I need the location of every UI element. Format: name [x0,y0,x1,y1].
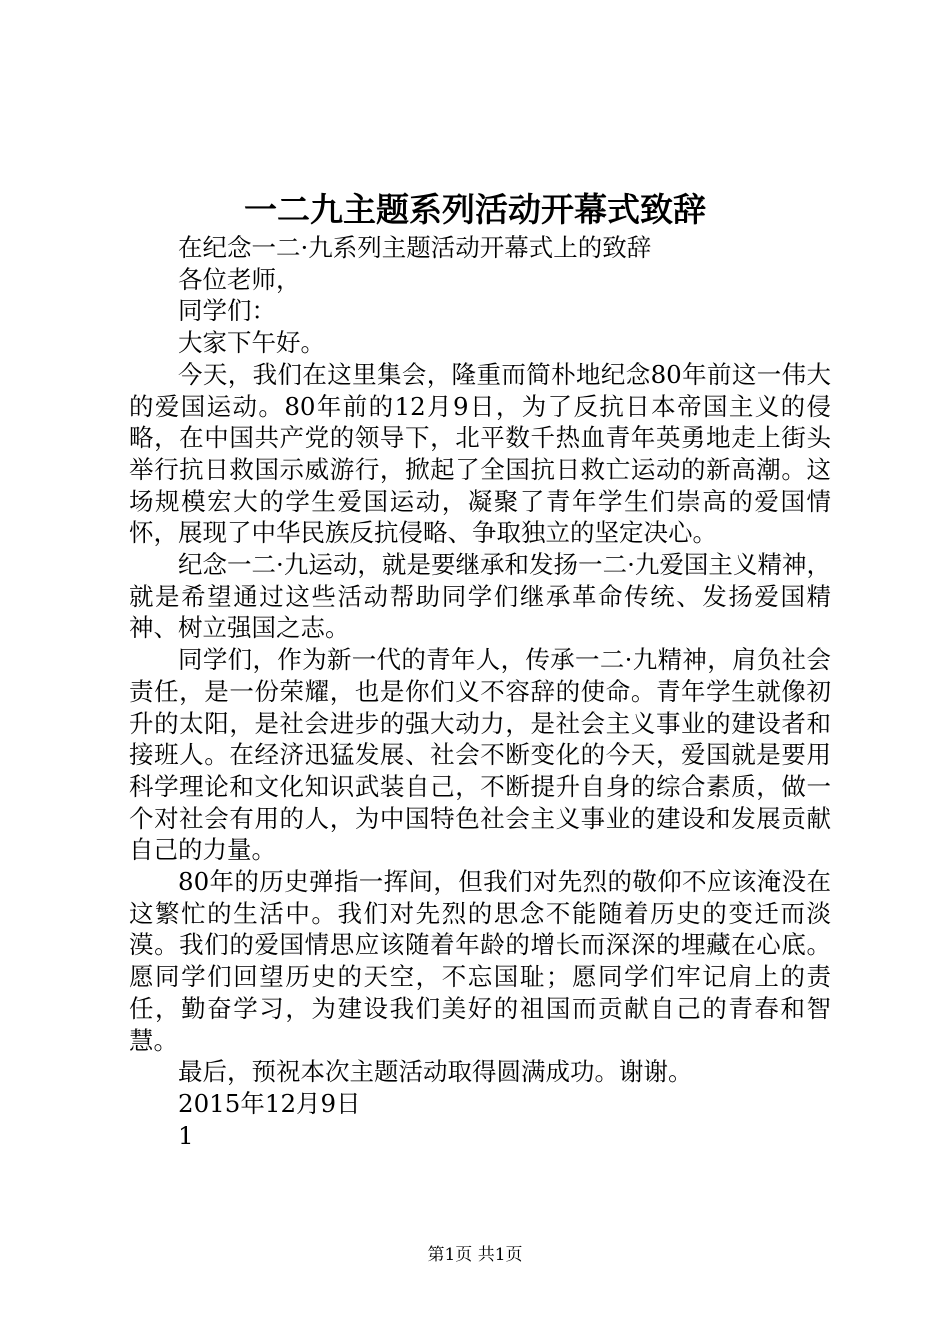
body-paragraph: 纪念一二·九运动，就是要继承和发扬一二·九爱国主义精神，就是希望通过这些活动帮助同学们继承革命传统、发扬爱国精神、树立强国之志。 [129,550,831,643]
salutation-students: 同学们： [178,296,276,326]
document-body [129,232,831,1151]
trailing-number: 1 [178,1120,194,1150]
body-paragraph: 80年的历史弹指一挥间，但我们对先烈的敬仰不应该淹没在这繁忙的生活中。我们对先烈的思念不能随着历史的变迁而淡漠。我们的爱国情思应该随着年龄的增长而深深的埋藏在心底。愿同学们回望历史的天空，不忘国耻；愿同学们牢记肩上的责任，勤奋学习，为建设我们美好的祖国而贡献自己的青春和智慧。 [129,867,831,1055]
speech-date: 2015年12月9日 [178,1088,361,1118]
greeting: 大家下午好。 [178,328,325,358]
page-number-footer: 第1页 共1页 [427,1245,523,1265]
document-title: 一二九主题系列活动开幕式致辞 [244,190,706,229]
closing-remark: 最后，预祝本次主题活动取得圆满成功。谢谢。 [178,1057,693,1087]
body-paragraph: 今天，我们在这里集会，隆重而简朴地纪念80年前这一伟大的爱国运动。80年前的12月9日，为了反抗日本帝国主义的侵略，在中国共产党的领导下，北平数千热血青年英勇地走上街头举行抗日救国示威游行，掀起了全国抗日救亡运动的新高潮。这场规模宏大的学生爱国运动，凝聚了青年学生们崇高的爱国情怀，展现了中华民族反抗侵略、争取独立的坚定决心。 [129,359,831,548]
body-paragraph: 同学们，作为新一代的青年人，传承一二·九精神，肩负社会责任，是一份荣耀，也是你们义不容辞的使命。青年学生就像初升的太阳，是社会进步的强大动力，是社会主义事业的建设者和接班人。在经济迅猛发展、社会不断变化的今天，爱国就是要用科学理论和文化知识武装自己，不断提升自身的综合素质，做一个对社会有用的人，为中国特色社会主义事业的建设和发展贡献自己的力量。 [129,645,831,865]
salutation-teachers: 各位老师， [178,264,301,294]
speech-heading: 在纪念一二·九系列主题活动开幕式上的致辞 [178,233,652,262]
